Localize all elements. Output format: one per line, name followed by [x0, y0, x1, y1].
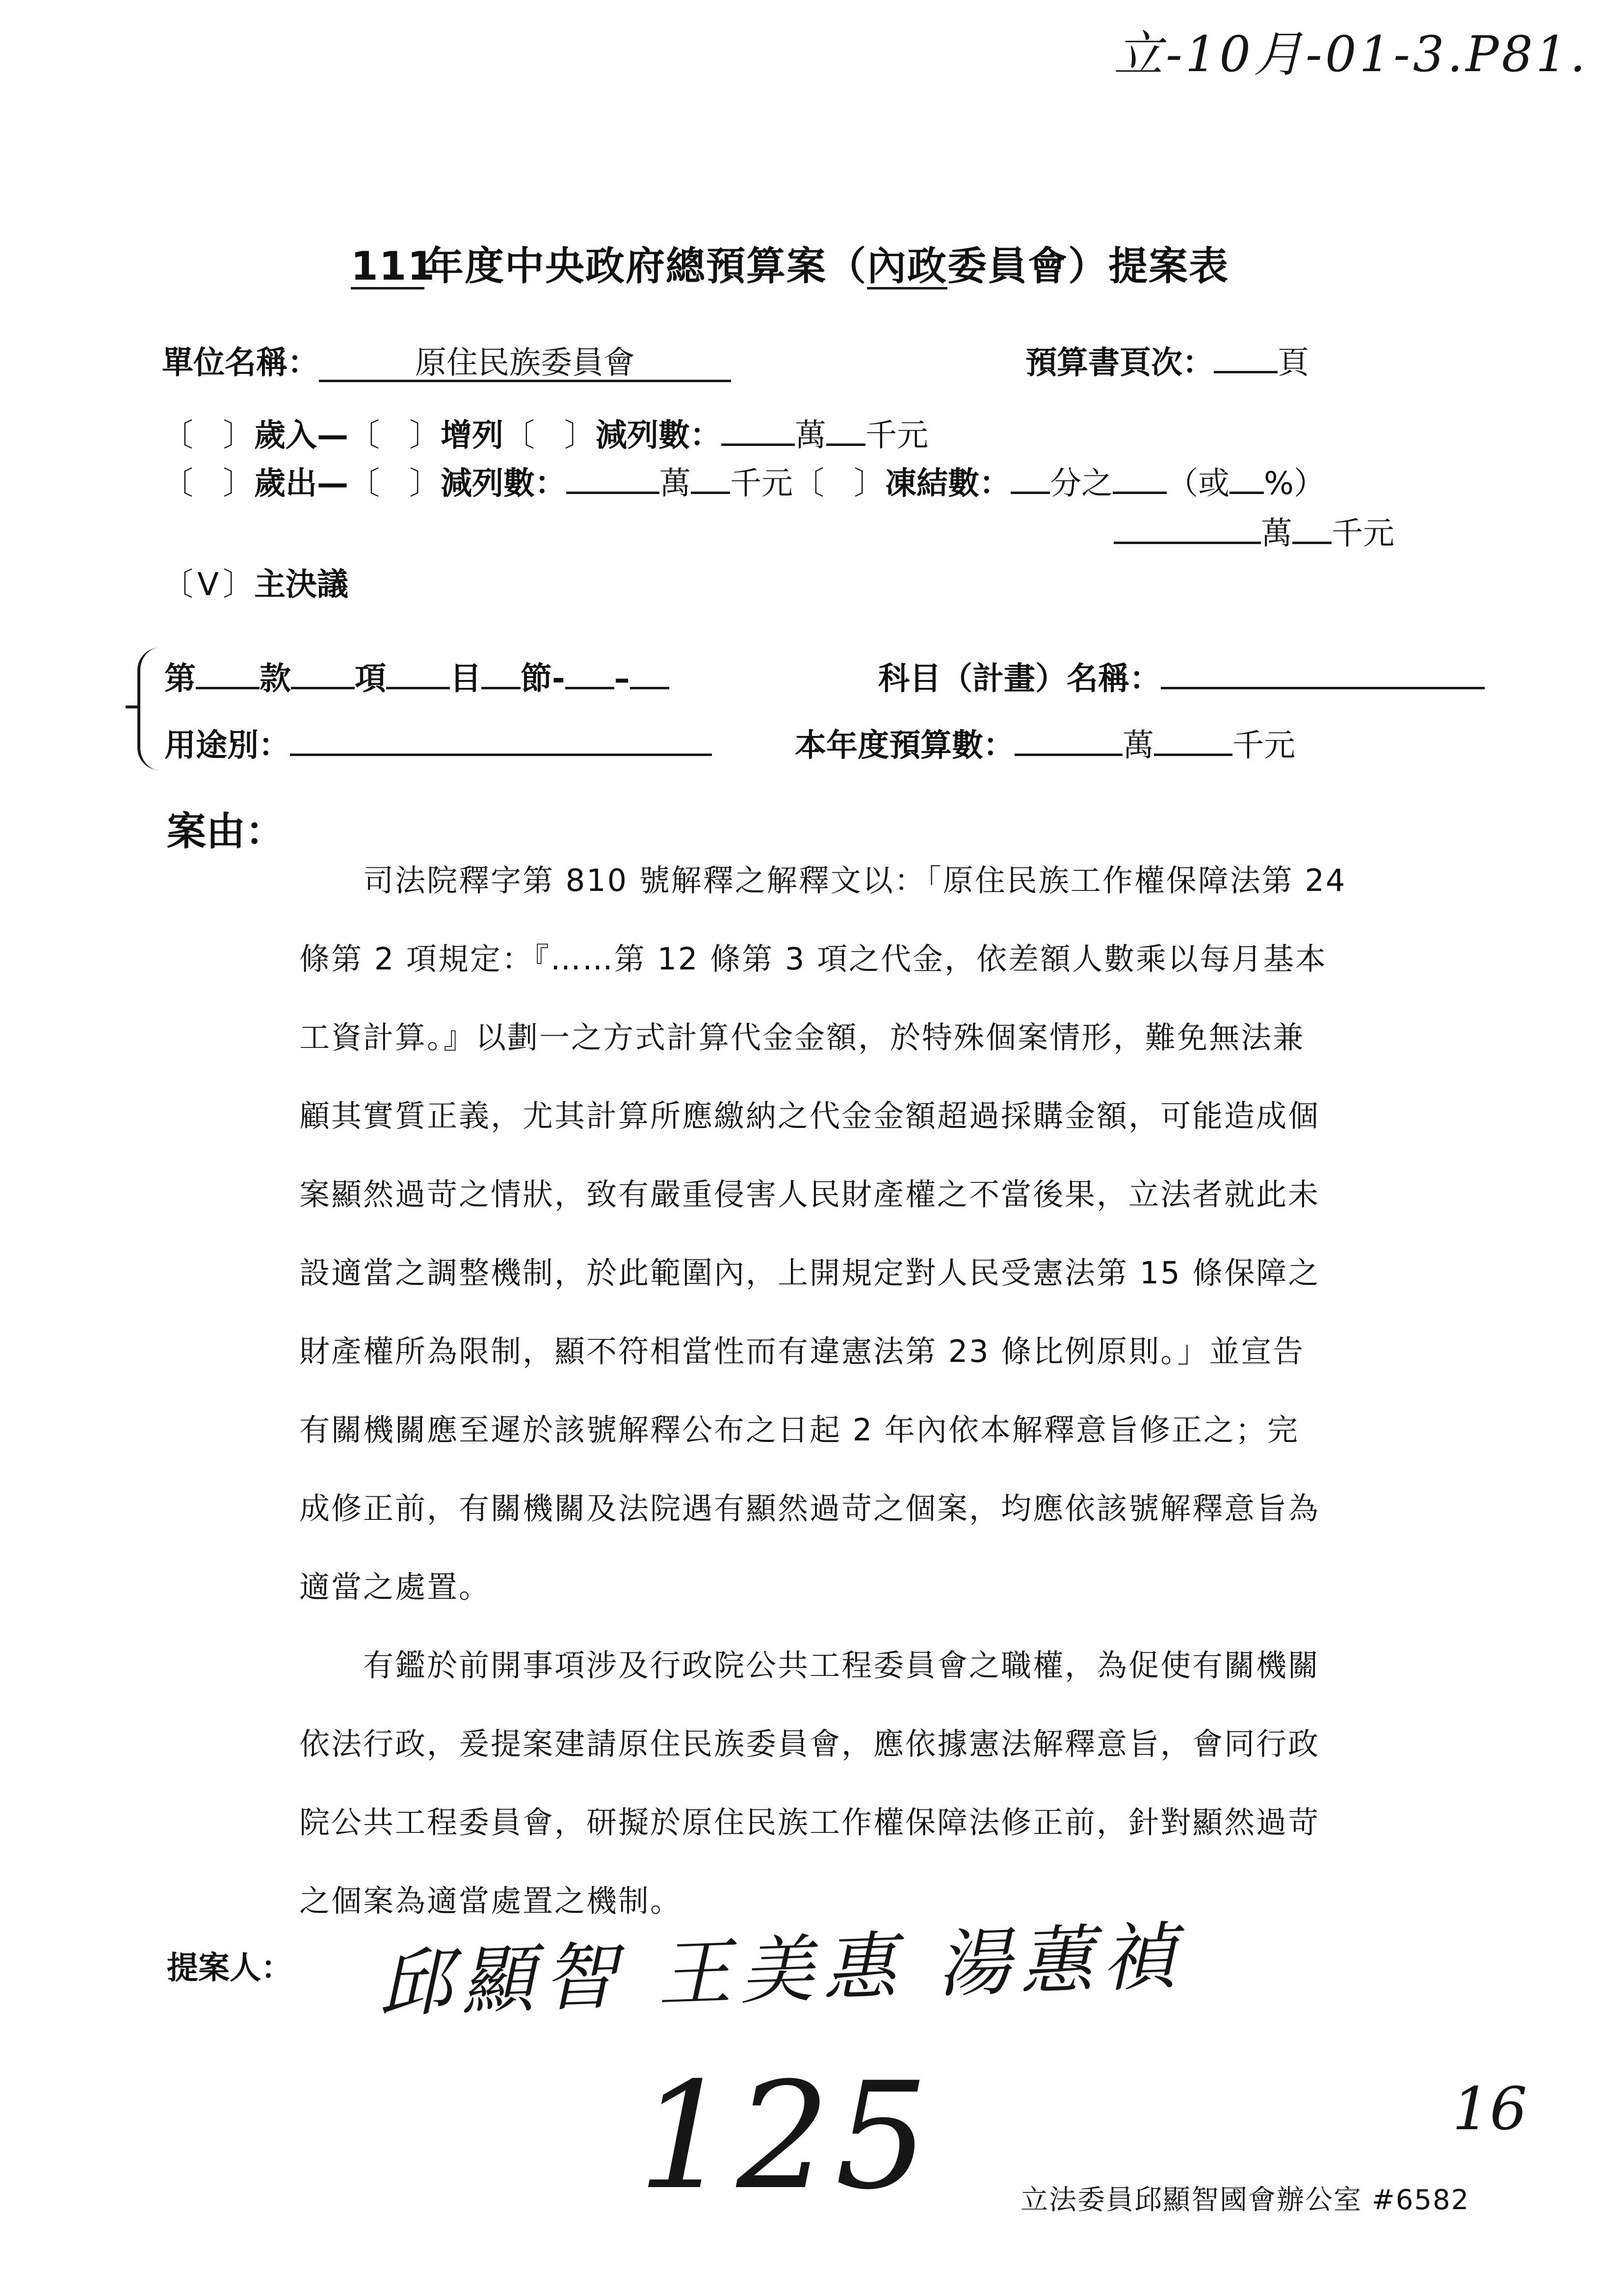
reason-line-11: 有鑑於前開事項涉及行政院公共工程委員會之職權，為促使有關機關: [363, 1647, 1320, 1683]
proposer-signatures: 邱顯智 王美惠 湯蕙禎: [376, 1914, 1186, 2028]
footer-office: 立法委員邱顯智國會辦公室 #6582: [1021, 2184, 1470, 2216]
reason-line-12: 依法行政，爰提案建請原住民族委員會，應依據憲法解釋意旨，會同行政: [299, 1726, 1320, 1762]
main-resolution-label: 主決議: [254, 567, 348, 603]
reason-line-8: 有關機關應至遲於該號解釋公布之日起 2 年內依本解釋意旨修正之；完: [299, 1412, 1299, 1448]
reason-line-9: 成修正前，有關機關及法院遇有顯然過苛之個案，均應依該號解釋意旨為: [299, 1490, 1320, 1526]
item-row: 第 款 項 目 節- –: [164, 653, 669, 699]
expenditure-freeze-label: 凍結數：: [885, 466, 1011, 502]
revenue-decrease-label: 減列數：: [596, 417, 721, 454]
expenditure-freeze-amount: 萬 千元: [1114, 508, 1394, 553]
title-year: 111: [351, 243, 436, 289]
budget-page-label: 預算書頁次：: [1025, 345, 1214, 381]
unit-value: 原住民族委員會: [319, 347, 731, 382]
usage-row: [164, 720, 712, 765]
handwritten-reference: 立-10月-01-3.P81.: [1114, 26, 1589, 83]
unit-row: [162, 338, 731, 383]
budget-page-row: [1025, 338, 1309, 383]
subject-label: 科目（計畫）名稱：: [878, 661, 1161, 697]
handwritten-page-number: 16: [1452, 2075, 1527, 2143]
reason-line-7: 財產權所為限制，顯不符相當性而有違憲法第 23 條比例原則。」並宣告: [299, 1333, 1305, 1369]
title-part-2: 委員會）提案表: [947, 243, 1229, 289]
budget-page-suffix: 頁: [1278, 345, 1309, 381]
subject-row: [878, 653, 1485, 699]
reason-line-2: 條第 2 項規定：『……第 12 條第 3 項之代金，依差額人數乘以每月基本: [299, 941, 1328, 977]
revenue-checkbox-close: 〕: [223, 417, 254, 454]
title-committee: 內政: [867, 243, 947, 289]
expenditure-label: 歲出—: [254, 466, 348, 502]
expenditure-row: 〔 〕歲出—〔 〕減列數： 萬 千元〔 〕凍結數： 分之 （或 %）: [162, 458, 1325, 503]
revenue-checkbox-open: 〔: [162, 417, 193, 454]
main-resolution-check: V: [197, 567, 219, 603]
reason-line-1: 司法院釋字第 810 號解釋之解釋文以：「原住民族工作權保障法第 24: [363, 862, 1347, 898]
reason-label: 案由：: [167, 809, 285, 854]
form-title: [351, 235, 1229, 291]
title-part-1: 年度中央政府總預算案（: [424, 243, 867, 289]
reason-line-6: 設適當之調整機制，於此範圍內，上開規定對人民受憲法第 15 條保障之: [299, 1255, 1320, 1291]
item-brace: [137, 648, 163, 770]
reason-line-4: 顧其實質正義，尤其計算所應繳納之代金金額超過採購金額，可能造成個: [299, 1098, 1320, 1134]
expenditure-decrease-label: 減列數：: [441, 466, 566, 502]
reason-line-10: 適當之處置。: [299, 1569, 491, 1605]
revenue-row: 〔 〕歲入—〔 〕增列〔 〕減列數： 萬 千元: [162, 410, 928, 455]
usage-label: 用途別：: [164, 728, 290, 764]
revenue-label: 歲入—: [254, 417, 348, 454]
unit-label: 單位名稱：: [162, 345, 319, 381]
revenue-increase-label: 增列: [441, 417, 503, 454]
reason-line-13: 院公共工程委員會，研擬於原住民族工作權保障法修正前，針對顯然過苛: [299, 1804, 1320, 1840]
proposer-label: 提案人：: [167, 1950, 292, 1986]
handwritten-number: 125: [638, 2051, 934, 2222]
budget-amount-row: 本年度預算數： 萬 千元: [795, 720, 1295, 765]
reason-line-14: 之個案為適當處置之機制。: [299, 1883, 682, 1919]
reason-line-5: 案顯然過苛之情狀，致有嚴重侵害人民財產權之不當後果，立法者就此未: [299, 1176, 1320, 1212]
reason-line-3: 工資計算。』以劃一之方式計算代金金額，於特殊個案情形，難免無法兼: [299, 1019, 1305, 1055]
budget-page-blank: [1214, 341, 1278, 373]
budget-amount-label: 本年度預算數：: [795, 728, 1015, 764]
main-resolution-row: 〔 V 〕主決議: [162, 567, 348, 603]
